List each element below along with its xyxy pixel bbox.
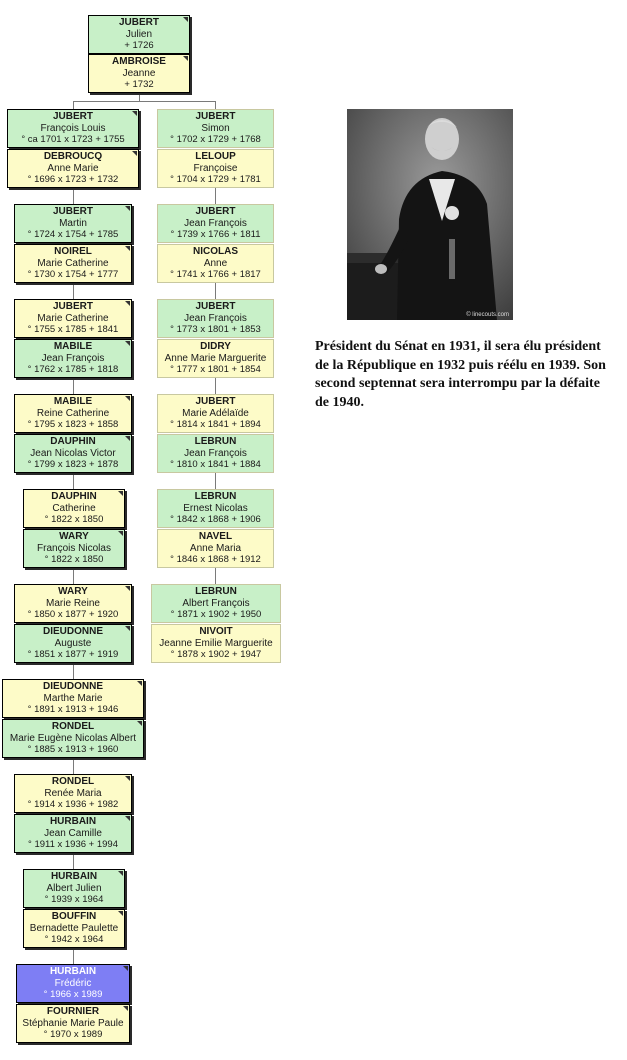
person-surname: JUBERT (195, 206, 236, 217)
person-given-names: Auguste (54, 637, 92, 649)
person-dates: ° 1777 x 1801 + 1854 (170, 364, 261, 375)
person-dates: ° 1942 x 1964 (44, 934, 104, 945)
person-surname: JUBERT (52, 111, 93, 122)
connector-line (73, 568, 74, 584)
person-dates: + 1726 (124, 40, 154, 51)
person-box[interactable] (88, 15, 190, 54)
person-given-names: Jean Nicolas Victor (30, 447, 116, 459)
person-box[interactable] (14, 434, 132, 473)
person-dates: ° 1842 x 1868 + 1906 (170, 514, 261, 525)
connector-line (73, 283, 74, 299)
person-box[interactable] (14, 394, 132, 433)
person-dates: ° 1696 x 1723 + 1732 (27, 174, 119, 185)
person-box[interactable] (157, 394, 274, 433)
person-surname: DEBROUCQ (43, 151, 103, 162)
person-dates: ° 1762 x 1785 + 1818 (27, 364, 119, 375)
person-given-names: Jean François (184, 312, 247, 324)
person-box[interactable] (23, 489, 125, 528)
person-surname: LEBRUN (194, 491, 237, 502)
person-dates: ° 1704 x 1729 + 1781 (170, 174, 261, 185)
person-given-names: Frédéric (54, 977, 92, 989)
connector-line (215, 568, 216, 584)
person-dates: ° 1914 x 1936 + 1982 (27, 799, 119, 810)
person-dates: ° 1850 x 1877 + 1920 (27, 609, 119, 620)
person-box[interactable] (14, 299, 132, 338)
person-dates: ° 1730 x 1754 + 1777 (27, 269, 119, 280)
connector-line (73, 378, 74, 394)
corner-marker-icon (123, 1006, 128, 1011)
person-surname: MABILE (53, 341, 93, 352)
person-dates: ° 1702 x 1729 + 1768 (170, 134, 261, 145)
person-given-names: Julien (125, 28, 153, 40)
person-box[interactable] (157, 204, 274, 243)
person-surname: NAVEL (198, 531, 233, 542)
corner-marker-icon (123, 966, 128, 971)
person-surname: NOIREL (54, 246, 92, 257)
connector-line (73, 101, 215, 102)
portrait-figure-icon (347, 109, 513, 320)
person-surname: RONDEL (51, 721, 95, 732)
person-given-names: François Nicolas (37, 542, 111, 554)
person-given-names: Jeanne Emilie Marguerite (159, 637, 273, 649)
connector-line (73, 101, 74, 109)
person-box[interactable] (7, 149, 139, 188)
person-given-names: Françoise (193, 162, 238, 174)
person-box[interactable] (14, 204, 132, 243)
person-given-names: Jeanne (122, 67, 156, 79)
person-dates: ° 1741 x 1766 + 1817 (170, 269, 261, 280)
person-dates: ° 1724 x 1754 + 1785 (27, 229, 119, 240)
person-box[interactable] (16, 1004, 130, 1043)
person-dates: ° 1822 x 1850 (44, 554, 104, 565)
person-given-names: Marie Adélaïde (182, 407, 249, 419)
person-dates: ° 1814 x 1841 + 1894 (170, 419, 261, 430)
person-given-names: Renée Maria (44, 787, 102, 799)
person-given-names: Marie Catherine (37, 312, 109, 324)
person-box[interactable] (14, 624, 132, 663)
person-box[interactable] (14, 774, 132, 813)
person-box[interactable] (157, 529, 274, 568)
corner-marker-icon (132, 151, 137, 156)
person-dates: ° 1878 x 1902 + 1947 (170, 649, 262, 660)
person-box[interactable] (88, 54, 190, 93)
person-box[interactable] (7, 109, 139, 148)
corner-marker-icon (183, 56, 188, 61)
person-surname: JUBERT (52, 301, 93, 312)
corner-marker-icon (125, 436, 130, 441)
person-dates: ° 1799 x 1823 + 1878 (27, 459, 119, 470)
corner-marker-icon (125, 586, 130, 591)
corner-marker-icon (137, 721, 142, 726)
connector-line (73, 853, 74, 869)
person-dates: ° 1939 x 1964 (44, 894, 104, 905)
corner-marker-icon (125, 816, 130, 821)
connector-line (139, 93, 140, 101)
person-surname: FOURNIER (46, 1006, 100, 1017)
corner-marker-icon (125, 206, 130, 211)
connector-line (73, 473, 74, 489)
person-given-names: Marthe Marie (43, 692, 103, 704)
person-given-names: Catherine (52, 502, 96, 514)
corner-marker-icon (118, 911, 123, 916)
person-surname: DAUPHIN (50, 436, 96, 447)
person-dates: ° 1871 x 1902 + 1950 (170, 609, 262, 620)
person-surname: WARY (59, 531, 89, 542)
person-box[interactable] (151, 624, 281, 663)
person-dates: ° 1773 x 1801 + 1853 (170, 324, 261, 335)
person-box[interactable] (14, 339, 132, 378)
person-given-names: Jean François (41, 352, 105, 364)
person-given-names: Jean François (184, 447, 247, 459)
person-dates: ° 1851 x 1877 + 1919 (27, 649, 119, 660)
person-box[interactable] (157, 489, 274, 528)
corner-marker-icon (125, 396, 130, 401)
person-surname: DAUPHIN (51, 491, 97, 502)
person-box[interactable] (157, 149, 274, 188)
person-box[interactable] (23, 869, 125, 908)
person-given-names: Marie Catherine (37, 257, 109, 269)
corner-marker-icon (125, 341, 130, 346)
person-given-names: Reine Catherine (36, 407, 110, 419)
photo-watermark: © linecouts.com (466, 312, 509, 318)
person-surname: JUBERT (118, 17, 159, 28)
person-surname: RONDEL (51, 776, 95, 787)
connector-line (215, 283, 216, 299)
connector-line (73, 663, 74, 679)
caption-text: Président du Sénat en 1931, il sera élu président de la République en 1932 puis réélu en 1939. Son second septennat sera interrompu par la défaite de 1940. (315, 339, 606, 410)
person-surname: HURBAIN (49, 816, 97, 827)
person-given-names: Martin (59, 217, 87, 229)
person-given-names: Ernest Nicolas (183, 502, 248, 514)
person-dates: ° 1739 x 1766 + 1811 (170, 229, 261, 240)
connector-line (215, 473, 216, 489)
person-box[interactable] (157, 299, 274, 338)
person-dates: ° 1795 x 1823 + 1858 (27, 419, 119, 430)
person-box[interactable] (157, 109, 274, 148)
person-box[interactable] (157, 339, 274, 378)
corner-marker-icon (125, 246, 130, 251)
person-dates: ° 1911 x 1936 + 1994 (28, 839, 118, 850)
person-box[interactable] (14, 244, 132, 283)
person-surname: JUBERT (52, 206, 93, 217)
person-given-names: Anne Marie Marguerite (164, 352, 267, 364)
person-given-names: Anne Maria (189, 542, 242, 554)
person-box[interactable] (14, 584, 132, 623)
person-box[interactable] (14, 814, 132, 853)
person-surname: LEBRUN (194, 436, 237, 447)
corner-marker-icon (125, 626, 130, 631)
person-given-names: Anne (203, 257, 228, 269)
person-surname: WARY (58, 586, 88, 597)
corner-marker-icon (132, 111, 137, 116)
person-box[interactable] (157, 244, 274, 283)
person-given-names: François Louis (40, 122, 106, 134)
person-surname: JUBERT (195, 396, 236, 407)
person-surname: DIDRY (200, 341, 231, 352)
corner-marker-icon (118, 531, 123, 536)
person-dates: ° 1966 x 1989 (43, 989, 103, 1000)
connector-line (73, 758, 74, 774)
person-given-names: Albert Julien (46, 882, 102, 894)
connector-line (215, 188, 216, 204)
corner-marker-icon (125, 301, 130, 306)
person-surname: LELOUP (195, 151, 236, 162)
person-surname: JUBERT (195, 111, 236, 122)
person-box[interactable] (151, 584, 281, 623)
person-dates: ° 1970 x 1989 (43, 1029, 103, 1040)
person-given-names: Stéphanie Marie Paule (22, 1017, 124, 1029)
person-box[interactable] (2, 679, 144, 718)
connector-line (73, 948, 74, 964)
person-given-names: Jean François (184, 217, 247, 229)
corner-marker-icon (118, 491, 123, 496)
person-surname: AMBROISE (112, 56, 166, 67)
person-dates: ° 1810 x 1841 + 1884 (170, 459, 261, 470)
person-dates: ° 1891 x 1913 + 1946 (27, 704, 119, 715)
person-box[interactable] (23, 909, 125, 948)
person-box[interactable] (2, 719, 144, 758)
connector-line (73, 188, 74, 204)
person-dates: ° 1822 x 1850 (44, 514, 104, 525)
person-box[interactable] (23, 529, 125, 568)
person-surname: HURBAIN (50, 871, 98, 882)
person-dates: ° 1755 x 1785 + 1841 (27, 324, 119, 335)
person-surname: MABILE (53, 396, 93, 407)
person-box[interactable] (16, 964, 130, 1003)
person-surname: DIEUDONNE (42, 626, 103, 637)
person-dates: + 1732 (124, 79, 154, 90)
person-surname: HURBAIN (49, 966, 97, 977)
person-surname: BOUFFIN (51, 911, 97, 922)
person-dates: ° ca 1701 x 1723 + 1755 (21, 134, 125, 145)
person-dates: ° 1846 x 1868 + 1912 (170, 554, 261, 565)
person-given-names: Albert François (182, 597, 250, 609)
corner-marker-icon (125, 776, 130, 781)
person-surname: NICOLAS (193, 246, 238, 257)
person-surname: LEBRUN (195, 586, 237, 597)
person-given-names: Simon (201, 122, 230, 134)
person-dates: ° 1885 x 1913 + 1960 (27, 744, 119, 755)
person-given-names: Jean Camille (44, 827, 102, 839)
person-given-names: Bernadette Paulette (29, 922, 119, 934)
person-surname: DIEUDONNE (42, 681, 103, 692)
corner-marker-icon (118, 871, 123, 876)
portrait-photo (347, 109, 513, 320)
person-given-names: Marie Eugène Nicolas Albert (9, 732, 137, 744)
person-given-names: Anne Marie (47, 162, 99, 174)
corner-marker-icon (137, 681, 142, 686)
corner-marker-icon (183, 17, 188, 22)
connector-line (215, 101, 216, 109)
person-surname: NIVOIT (199, 626, 233, 637)
person-given-names: Marie Reine (46, 597, 100, 609)
connector-line (215, 378, 216, 394)
person-box[interactable] (157, 434, 274, 473)
person-surname: JUBERT (195, 301, 236, 312)
